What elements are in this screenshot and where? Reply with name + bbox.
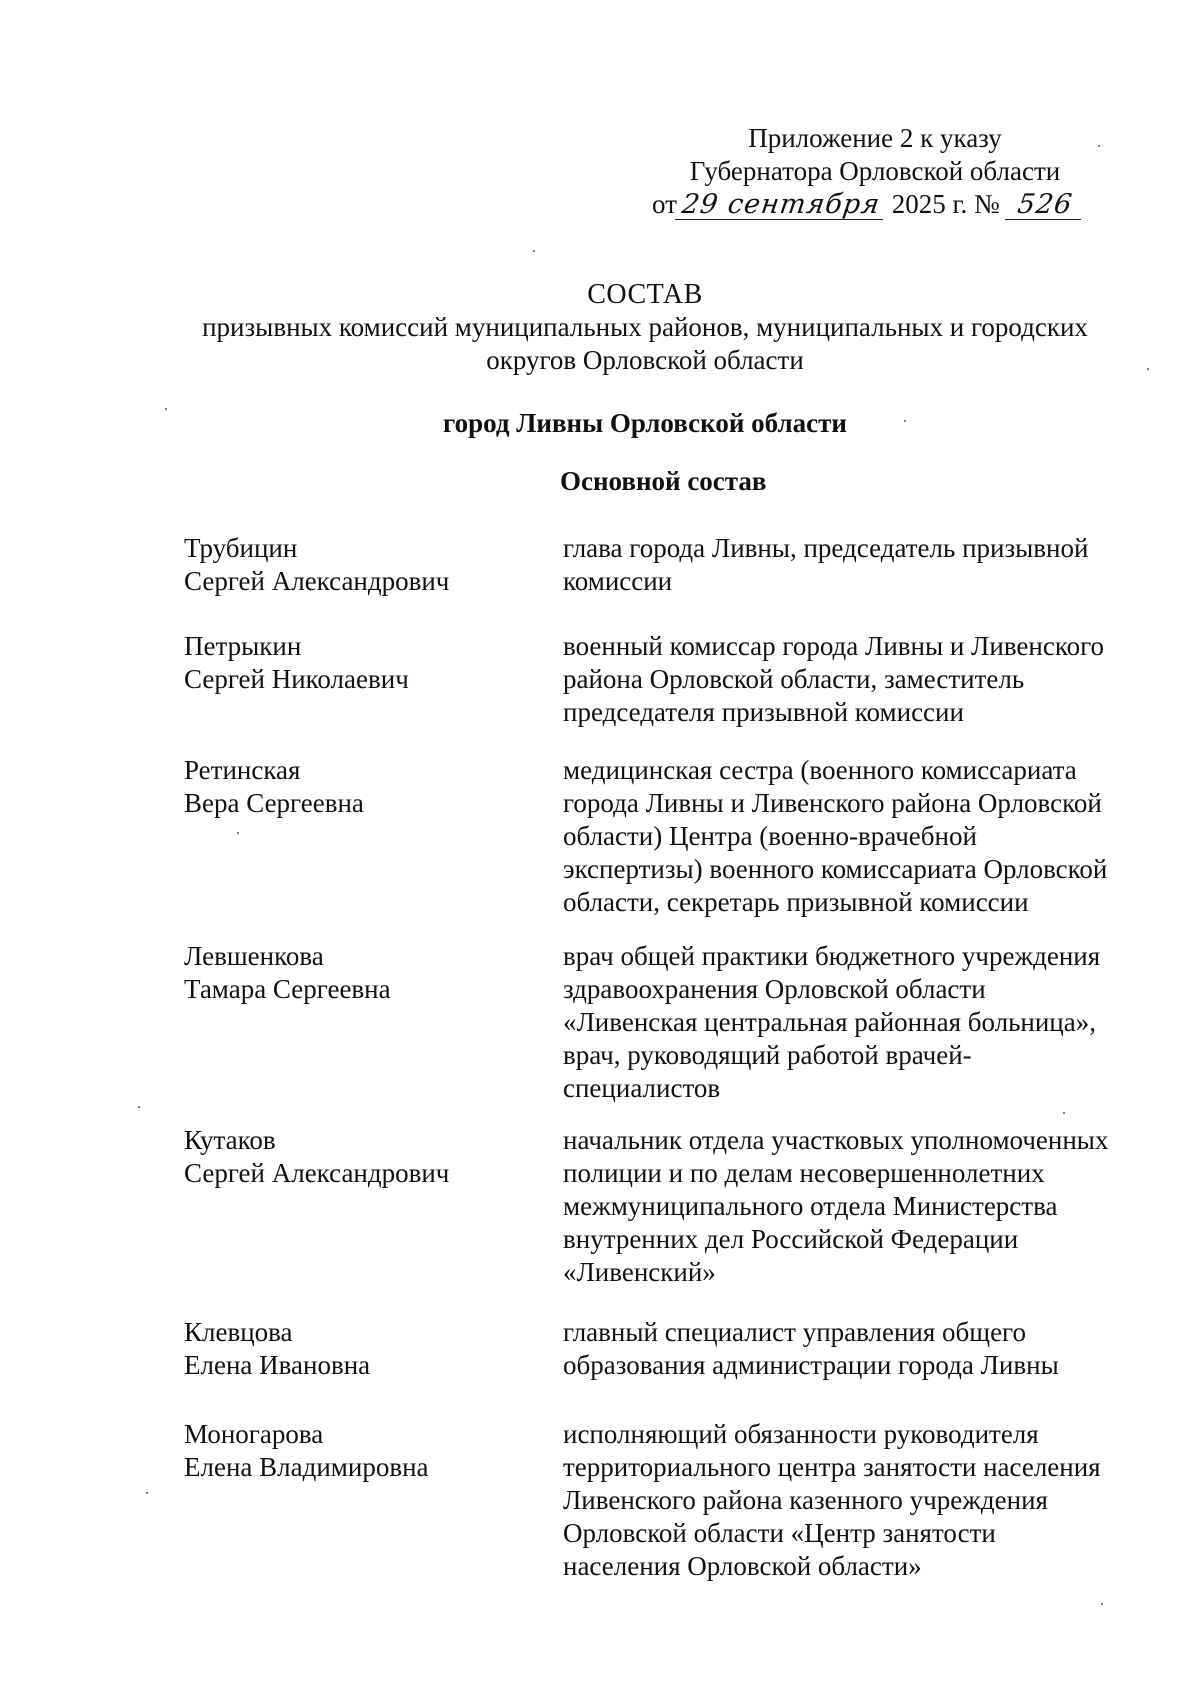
member-role-line: межмуниципального отдела Министерства [563, 1191, 1058, 1221]
member-name [184, 532, 514, 598]
member-role [563, 1124, 1143, 1289]
handwritten-number: 526 [1004, 191, 1084, 220]
member-name [184, 630, 514, 696]
decree-year: 2025 г. № [891, 189, 1000, 219]
member-role-line: врач, руководящий работой врачей- [563, 1040, 972, 1070]
scan-speck [1063, 1112, 1065, 1114]
member-role-line: военный комиссар города Ливны и Ливенского [563, 631, 1104, 661]
member-name [184, 1316, 514, 1382]
member-role-line: образования администрации города Ливны [563, 1350, 1059, 1380]
member-role-line: глава города Ливны, председатель призывной [563, 533, 1089, 563]
member-given-name: Елена Владимировна [184, 1452, 429, 1482]
member-surname: Левшенкова [184, 941, 324, 971]
member-role-line: Ливенского района казенного учреждения [563, 1485, 1048, 1515]
appendix-line-1: Приложение 2 к указу [748, 123, 1002, 153]
member-role-line: медицинская сестра (военного комиссариата [563, 755, 1077, 785]
member-given-name: Тамара Сергеевна [184, 974, 391, 1004]
member-given-name: Сергей Александрович [184, 566, 450, 596]
member-given-name: Сергей Николаевич [184, 664, 409, 694]
scan-speck [1147, 368, 1149, 370]
composition-heading: Основной состав [560, 466, 767, 496]
member-surname: Кутаков [184, 1125, 276, 1155]
member-role-line: специалистов [563, 1073, 721, 1103]
member-role [563, 940, 1143, 1105]
member-role-line: здравоохранения Орловской области [563, 974, 986, 1004]
member-role [563, 630, 1143, 729]
scan-speck [138, 1106, 140, 1108]
appendix-block [640, 122, 1110, 221]
appendix-date-line [640, 188, 1110, 221]
scan-speck [146, 1492, 148, 1494]
member-surname: Петрыкин [184, 631, 302, 661]
document-title: СОСТАВ [587, 279, 703, 310]
document-title-block [120, 278, 1170, 377]
member-role-line: района Орловской области, заместитель [563, 664, 1025, 694]
member-given-name: Сергей Александрович [184, 1158, 450, 1188]
member-surname: Трубицин [184, 533, 298, 563]
member-role-line: врач общей практики бюджетного учреждения [563, 941, 1101, 971]
member-role-line: внутренних дел Российской Федерации [563, 1224, 1019, 1254]
member-role-line: Орловской области «Центр занятости [563, 1518, 996, 1548]
member-role-line: исполняющий обязанности руководителя [563, 1419, 1039, 1449]
scan-speck [1098, 145, 1100, 147]
member-name [184, 940, 514, 1006]
document-subtitle-line-1: призывных комиссий муниципальных районов, муниципальных и городских [202, 312, 1088, 342]
member-role-line: начальник отдела участковых уполномоченных [563, 1125, 1109, 1155]
document-subtitle-line-2: округов Орловской области [486, 345, 804, 375]
member-given-name: Елена Ивановна [184, 1350, 371, 1380]
appendix-line-2: Губернатора Орловской области [689, 156, 1061, 186]
date-prefix: от [652, 189, 677, 219]
scan-speck [904, 420, 906, 422]
handwritten-date: 29 сентября [675, 191, 887, 220]
member-surname: Клевцова [184, 1317, 293, 1347]
member-role-line: «Ливенский» [563, 1257, 716, 1287]
member-role-line: населения Орловской области» [563, 1551, 922, 1581]
member-name [184, 1418, 514, 1484]
member-role-line: «Ливенская центральная районная больница», [563, 1007, 1096, 1037]
member-role [563, 1316, 1143, 1382]
member-role [563, 754, 1143, 919]
member-role-line: территориального центра занятости населения [563, 1452, 1101, 1482]
scan-speck [1101, 1603, 1103, 1605]
scan-speck [533, 250, 535, 252]
member-given-name: Вера Сергеевна [184, 788, 364, 818]
scan-speck [237, 832, 239, 834]
member-surname: Ретинская [184, 755, 301, 785]
member-role [563, 1418, 1143, 1583]
member-role-line: экспертизы) военного комиссариата Орловской [563, 854, 1108, 884]
member-role-line: главный специалист управления общего [563, 1317, 1026, 1347]
member-role-line: председателя призывной комиссии [563, 697, 964, 727]
member-name [184, 754, 514, 820]
district-heading: город Ливны Орловской области [443, 408, 847, 438]
member-name [184, 1124, 514, 1190]
member-role-line: города Ливны и Ливенского района Орловской [563, 788, 1102, 818]
member-role-line: полиции и по делам несовершеннолетних [563, 1158, 1045, 1188]
member-role [563, 532, 1143, 598]
scan-speck [165, 408, 167, 410]
member-role-line: области) Центра (военно-врачебной [563, 821, 977, 851]
member-role-line: комиссии [563, 566, 673, 596]
member-surname: Моногарова [184, 1419, 324, 1449]
member-role-line: области, секретарь призывной комиссии [563, 887, 1029, 917]
